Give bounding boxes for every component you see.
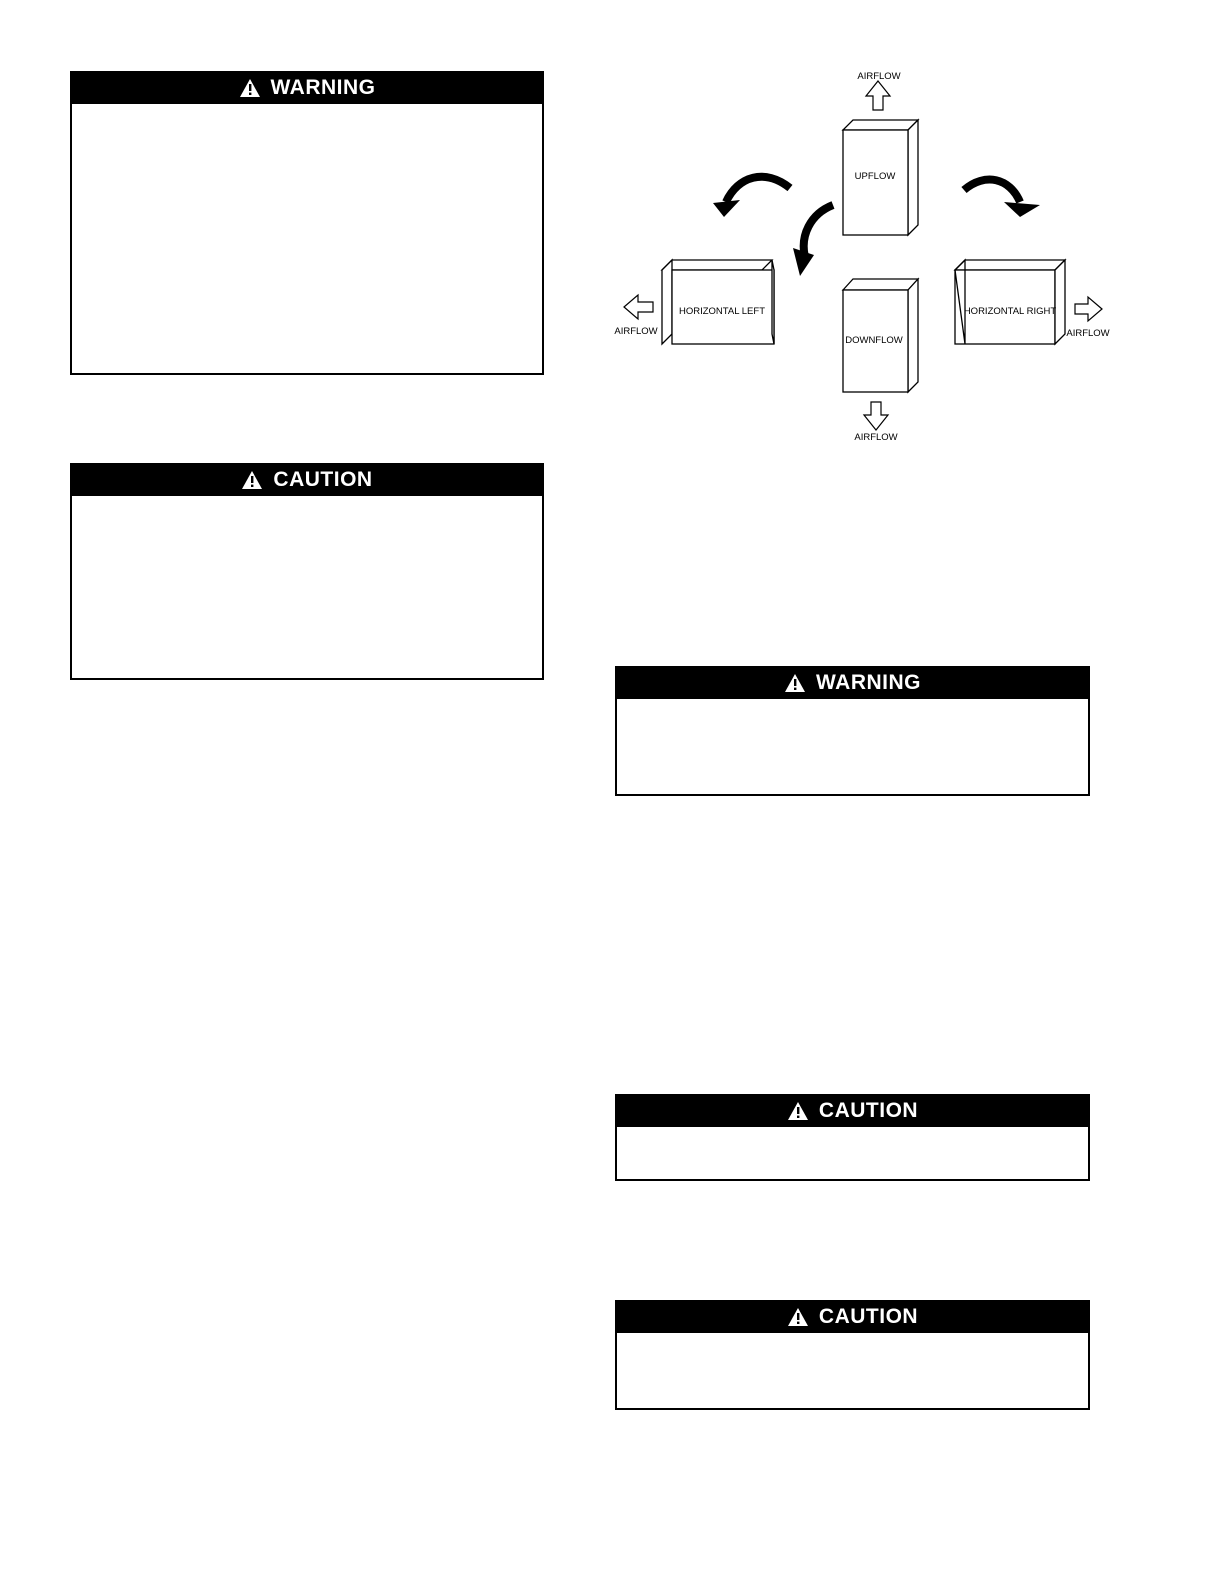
warning-triangle-icon — [241, 470, 263, 490]
caution-header — [615, 1094, 1090, 1127]
horizontal-right-label: HORIZONTAL RIGHT — [963, 306, 1057, 317]
caution-header — [615, 1300, 1090, 1333]
caution-title: CAUTION — [818, 1098, 919, 1122]
warning-box-1 — [70, 71, 544, 375]
warning-header — [615, 666, 1090, 699]
airflow-down-arrow-icon — [864, 402, 888, 430]
upflow-label: UPFLOW — [854, 171, 896, 182]
furnace-orientation-diagram — [600, 60, 1120, 460]
airflow-up-arrow-icon — [866, 81, 890, 110]
warning-triangle-icon — [787, 1307, 809, 1327]
caution-title: CAUTION — [818, 1304, 919, 1328]
warning-title: WARNING — [816, 670, 921, 694]
horizontal-right-unit — [955, 260, 1065, 344]
warning-title: WARNING — [270, 75, 376, 99]
warning-header — [70, 71, 544, 104]
downflow-label: DOWNFLOW — [845, 335, 903, 346]
horizontal-left-unit — [662, 260, 774, 344]
rotate-right-arrow-icon — [964, 180, 1040, 217]
warning-box-2 — [615, 666, 1090, 796]
warning-triangle-icon — [239, 78, 261, 98]
horizontal-left-label: HORIZONTAL LEFT — [678, 306, 766, 317]
airflow-right-label: AIRFLOW — [1066, 328, 1110, 339]
warning-triangle-icon — [787, 1101, 809, 1121]
caution-box-2 — [615, 1094, 1090, 1181]
warning-triangle-icon — [784, 673, 806, 693]
rotate-down-arrow-icon — [793, 205, 833, 276]
caution-header — [70, 463, 544, 496]
caution-box-1 — [70, 463, 544, 680]
caution-title: CAUTION — [273, 467, 373, 491]
rotate-left-arrow-icon — [713, 177, 790, 217]
caution-box-3 — [615, 1300, 1090, 1410]
airflow-left-arrow-icon — [624, 295, 653, 319]
airflow-top-label: AIRFLOW — [857, 71, 901, 82]
airflow-right-arrow-icon — [1075, 297, 1102, 321]
airflow-left-label: AIRFLOW — [614, 326, 658, 337]
airflow-bottom-label: AIRFLOW — [854, 432, 898, 443]
